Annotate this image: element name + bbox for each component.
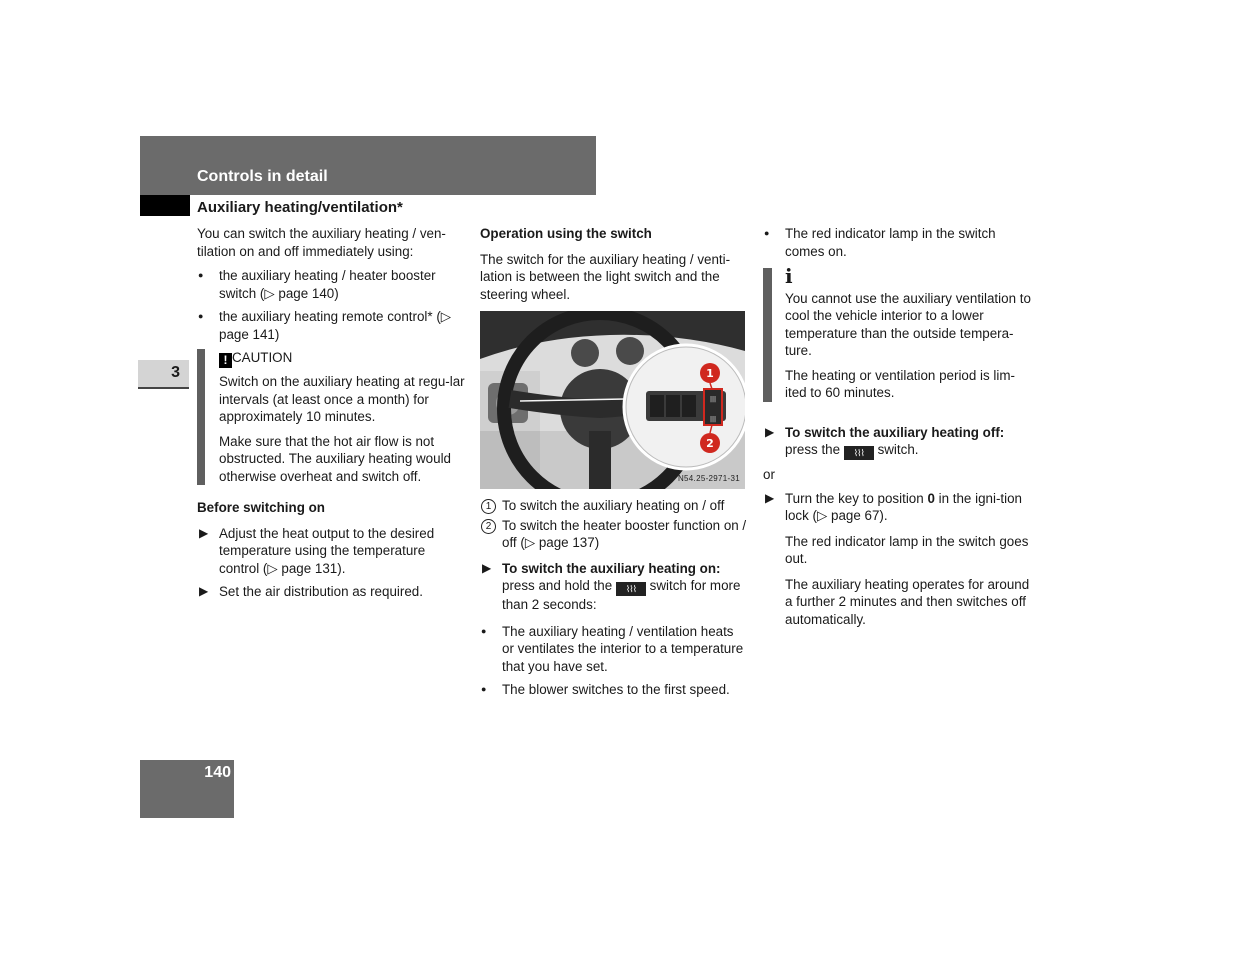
- callout-1: 1: [706, 367, 714, 380]
- arrow-icon: ▶: [765, 424, 775, 439]
- key-position: 0: [927, 490, 935, 506]
- caption-number: 2: [481, 519, 496, 534]
- step-text: Turn the key to position: [785, 490, 924, 506]
- caption-text: To switch the auxiliary heating on / off: [502, 498, 725, 513]
- header-title: Controls in detail: [197, 168, 328, 185]
- result-list: [480, 623, 748, 699]
- list-item: ● The blower switches to the first speed.: [480, 681, 748, 699]
- svg-text:|||: |||: [709, 396, 717, 403]
- arrow-icon: ▶: [199, 584, 209, 598]
- step-item: [763, 490, 1033, 525]
- warning-icon: !: [219, 353, 232, 368]
- step-text: switch.: [877, 442, 919, 457]
- caption-item: [480, 497, 748, 515]
- step-item: [197, 525, 467, 578]
- info-text-2: The heating or ventilation period is lim-ited to 60 minutes.: [785, 367, 1015, 400]
- info-text-1: You cannot use the auxiliary ventilation to cool the vehicle interior to a lower temperature than the outside tempera-ture.: [785, 290, 1031, 358]
- step-text: in the igni-tion lock (▷ page 67).: [785, 490, 1022, 523]
- steering-wheel-figure: [480, 311, 745, 489]
- figure-code: N54.25-2971-31: [677, 473, 740, 483]
- dashboard-illustration: [480, 311, 745, 489]
- step-text: switch for more than 2 seconds:: [502, 578, 741, 612]
- arrow-icon: ▶: [199, 525, 209, 540]
- list-item: ● the auxiliary heating remote control* (▷ page 141): [197, 308, 467, 343]
- svg-text:|||: |||: [709, 416, 717, 423]
- heating-switch-icon: ⌇⌇⌇: [844, 446, 874, 460]
- step-item: [197, 583, 467, 601]
- arrow-icon: ▶: [765, 490, 775, 505]
- before-switching-heading: Before switching on: [197, 500, 325, 515]
- lamp-list: [763, 225, 1033, 260]
- intro-text: You can switch the auxiliary heating / ven-tilation on and off immediately using:: [197, 226, 446, 259]
- run-on-text: The auxiliary heating operates for around a further 2 minutes and then switches off automatically.: [785, 576, 1030, 627]
- page-number-box: [140, 760, 234, 818]
- list-item: ● The red indicator lamp in the switch comes on.: [763, 225, 1033, 260]
- step-item: [763, 424, 1033, 461]
- step-text: press the: [785, 442, 841, 457]
- header-bar: [140, 136, 596, 195]
- caution-bar: [197, 349, 205, 485]
- operation-text: The switch for the auxiliary heating / venti-lation is between the light switch and the steering wheel.: [480, 251, 731, 302]
- step-heading-off: To switch the auxiliary heating off:: [785, 424, 1005, 440]
- arrow-icon: ▶: [482, 560, 492, 575]
- column-left: [197, 225, 467, 607]
- info-bar: [763, 268, 772, 402]
- operation-heading: Operation using the switch: [480, 226, 652, 241]
- caution-box: [197, 349, 467, 485]
- caution-text-2: Make sure that the hot air flow is not obstructed. The auxiliary heating would otherwise overheat and switch off.: [219, 433, 451, 484]
- step-text: Adjust the heat output to the desired temperature using the temperature control (▷ page 131).: [219, 525, 435, 576]
- step-item: [480, 560, 748, 614]
- column-right: [763, 225, 1033, 635]
- step-heading-on: To switch the auxiliary heating on:: [502, 560, 721, 576]
- callout-2: 2: [706, 437, 714, 450]
- caption-number: 1: [481, 499, 496, 514]
- column-middle: [480, 225, 748, 705]
- section-title: Auxiliary heating/ventilation*: [197, 199, 403, 216]
- step-text: press and hold the: [502, 578, 613, 593]
- chapter-tab: [138, 360, 189, 389]
- info-icon: i: [785, 264, 793, 288]
- list-item: ● the auxiliary heating / heater booster switch (▷ page 140): [197, 267, 467, 302]
- step-text: Set the air distribution as required.: [219, 584, 423, 599]
- section-marker: [140, 195, 190, 216]
- or-text: or: [763, 467, 775, 482]
- page-number: 140: [204, 764, 231, 781]
- caution-text-1: Switch on the auxiliary heating at regu-lar intervals (at least once a month) for approximately 10 minutes.: [219, 374, 465, 424]
- chapter-number: 3: [171, 364, 180, 381]
- caption-item: [480, 517, 748, 552]
- info-box: [763, 264, 1033, 402]
- method-list: [197, 267, 467, 343]
- list-item: ● The auxiliary heating / ventilation heats or ventilates the interior to a temperature that you have set.: [480, 623, 748, 676]
- caution-label: CAUTION: [232, 350, 293, 365]
- heating-switch-icon: ⌇⌇⌇: [616, 582, 646, 596]
- lamp-off-text: The red indicator lamp in the switch goes out.: [785, 533, 1029, 566]
- caption-text: To switch the heater booster function on / off (▷ page 137): [502, 517, 747, 550]
